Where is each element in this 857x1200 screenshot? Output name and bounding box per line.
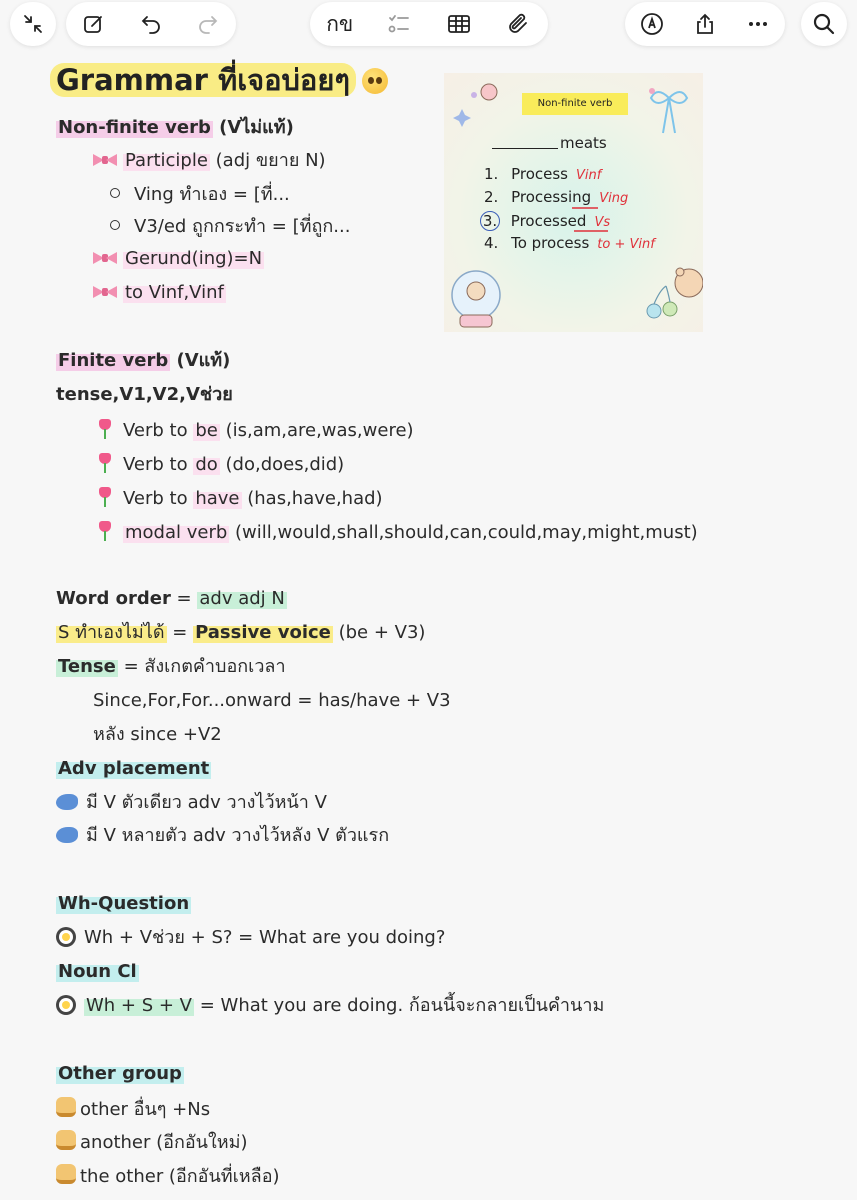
adv-many-v-line [56, 825, 389, 847]
attach-icon [506, 12, 530, 36]
verb-to-label: Verb to [123, 454, 194, 475]
tulip-icon [95, 452, 115, 474]
toolbar-format-group [310, 2, 548, 46]
verb-to-label: Verb to [123, 488, 194, 509]
participle-line [93, 150, 326, 172]
participle-text: Participle [125, 150, 208, 171]
attach-button[interactable] [498, 4, 538, 44]
noun-cl-heading-text: Noun Cl [58, 961, 137, 982]
verb-to-label: Verb to [123, 420, 194, 441]
adv-one-v-line [56, 792, 327, 814]
ving-text: Ving ทำเอง = [ที่... [134, 184, 290, 205]
other-item-1-text: other อื่นๆ +Ns [80, 1099, 211, 1120]
noun-cl-heading [56, 961, 139, 983]
option-note: Vs [594, 215, 611, 230]
since-line [93, 690, 451, 712]
other-item-2-text: another (อีกอันใหม่) [80, 1132, 248, 1153]
equals: = [170, 588, 198, 609]
nonfinite-heading-text: Non-finite verb [58, 117, 211, 138]
card-option-4 [484, 234, 655, 252]
checklist-icon [387, 12, 411, 36]
keyboard-language-label: กข [326, 11, 354, 36]
ribbon-icon [93, 250, 117, 266]
pancake-icon [56, 1097, 76, 1117]
tulip-icon [95, 418, 115, 440]
toolbar-left-group [10, 2, 56, 46]
markup-button[interactable] [632, 4, 672, 44]
option-text: Processed [510, 212, 587, 230]
wh-heading [56, 893, 191, 915]
passive-subject-text: S ทำเองไม่ได้ [58, 622, 165, 643]
more-button[interactable] [738, 4, 778, 44]
share-icon [693, 12, 717, 36]
card-option-2 [484, 188, 628, 206]
option-text: Processing [511, 188, 592, 206]
other-heading [56, 1063, 184, 1085]
ribbon-icon [93, 152, 117, 168]
bear-icon [675, 268, 703, 297]
ribbon-icon [93, 284, 117, 300]
other-item-1 [56, 1097, 210, 1121]
card-prompt: meats [560, 134, 607, 152]
option-number: 4. [484, 234, 499, 252]
passive-voice-text: Passive voice [195, 622, 331, 643]
tense-line-text: tense,V1,V2,Vช่วย [56, 384, 233, 405]
option-text: Process [511, 165, 568, 183]
gerund-line [93, 248, 264, 270]
compose-button[interactable] [74, 4, 114, 44]
wh-heading-text: Wh-Question [58, 893, 190, 914]
since-text: Since,For,For...onward = has/have + V3 [93, 690, 451, 711]
compose-icon [82, 12, 106, 36]
toolbar-right-group [625, 2, 785, 46]
noun-cl-line [56, 995, 604, 1017]
dolphin-icon [56, 827, 78, 843]
option-number-circled: 3. [480, 211, 500, 231]
option-number: 1. [484, 165, 499, 183]
tense-line [56, 384, 233, 406]
do-text: do [195, 454, 218, 475]
gerund-text: Gerund(ing)=N [125, 248, 263, 269]
wh-example-line [56, 927, 445, 949]
v3-text: V3/ed ถูกกระทำ = [ที่ถูก... [134, 216, 351, 237]
ving-line [110, 184, 290, 206]
collapse-icon [21, 12, 45, 36]
cupcake-icon [481, 84, 497, 100]
keyboard-language-button[interactable] [320, 4, 360, 44]
modal-text: modal verb [125, 522, 228, 543]
finite-heading-suffix: (Vแท้) [170, 350, 231, 371]
tulip-icon [95, 486, 115, 508]
v3-line [110, 216, 350, 238]
verb-to-have-line [95, 486, 383, 510]
after-since-line [93, 724, 222, 746]
blank-line [492, 148, 558, 149]
passive-line [56, 622, 425, 644]
dot-icon [649, 88, 655, 94]
noun-cl-formula: Wh + S + V [86, 995, 192, 1016]
ribbon-icon [651, 92, 687, 133]
participle-suffix: (adj ขยาย N) [209, 150, 326, 171]
option-note: Vinf [576, 168, 602, 183]
tense-rest: = สังเกตคำบอกเวลา [117, 656, 286, 677]
share-button[interactable] [685, 4, 725, 44]
embedded-image[interactable] [444, 73, 703, 332]
option-text: To process [511, 234, 590, 252]
toolbar-search-group [801, 2, 847, 46]
word-order-line [56, 588, 287, 610]
adv-one-v-text: มี V ตัวเดียว adv วางไว้หน้า V [86, 792, 327, 813]
card-option-1 [484, 165, 601, 183]
search-button[interactable] [804, 4, 844, 44]
noun-cl-rest: = What you are doing. ก้อนนี้จะกลายเป็นคำนาม [194, 995, 605, 1016]
frying-pan-icon [56, 927, 76, 947]
adv-heading [56, 758, 211, 780]
table-button[interactable] [439, 4, 479, 44]
more-icon [746, 12, 770, 36]
other-item-3 [56, 1164, 280, 1188]
tense-rule-line [56, 656, 286, 678]
finite-heading-text: Finite verb [58, 350, 169, 371]
undo-icon [139, 12, 163, 36]
word-order-label: Word order [56, 588, 171, 609]
nonfinite-heading-suffix: (Vไม่แท้) [212, 117, 294, 138]
redo-icon [196, 12, 220, 36]
option-note: Ving [599, 191, 629, 206]
tovinf-text: to Vinf,Vinf [125, 282, 224, 303]
have-list: (has,have,had) [241, 488, 383, 509]
option-number: 2. [484, 188, 499, 206]
cherries-icon [647, 286, 677, 318]
frying-pan-icon [56, 995, 76, 1015]
card-option-3 [484, 211, 610, 231]
have-text: have [195, 488, 240, 509]
tovinf-line [93, 282, 226, 304]
finite-heading [56, 350, 230, 372]
redo-button[interactable] [188, 4, 228, 44]
dot-icon [471, 92, 477, 98]
verb-to-do-line [95, 452, 344, 476]
nonfinite-heading [56, 117, 294, 139]
page-title [50, 60, 388, 100]
collapse-button[interactable] [13, 4, 53, 44]
wh-example-text: Wh + Vช่วย + S? = What are you doing? [84, 927, 446, 948]
other-item-2 [56, 1130, 248, 1154]
be-text: be [195, 420, 218, 441]
equals: = [166, 622, 194, 643]
pleading-face-icon [362, 68, 388, 94]
dolphin-icon [56, 794, 78, 810]
modal-verb-line [95, 520, 698, 544]
snow-globe-icon [452, 271, 500, 327]
search-icon [812, 12, 836, 36]
adv-heading-text: Adv placement [58, 758, 210, 779]
be-list: (is,am,are,was,were) [219, 420, 414, 441]
option-note: to + Vinf [597, 237, 655, 252]
page-title-text: Grammar ที่เจอบ่อยๆ [50, 63, 356, 97]
bullet-icon [110, 220, 120, 230]
passive-rest: (be + V3) [332, 622, 426, 643]
toolbar-history-group [66, 2, 236, 46]
tense-label: Tense [58, 656, 116, 677]
other-heading-text: Other group [58, 1063, 182, 1084]
do-list: (do,does,did) [219, 454, 345, 475]
tulip-icon [95, 520, 115, 542]
undo-button[interactable] [131, 4, 171, 44]
bullet-icon [110, 188, 120, 198]
markup-icon [640, 12, 664, 36]
word-order-value: adv adj N [199, 588, 285, 609]
card-title-tag: Non-finite verb [522, 93, 628, 115]
verb-to-be-line [95, 418, 414, 442]
table-icon [447, 12, 471, 36]
adv-many-v-text: มี V หลายตัว adv วางไว้หลัง V ตัวแรก [86, 825, 390, 846]
after-since-text: หลัง since +V2 [93, 724, 222, 745]
pancake-icon [56, 1130, 76, 1150]
checklist-button[interactable] [379, 4, 419, 44]
pancake-icon [56, 1164, 76, 1184]
sparkle-icon [453, 109, 471, 127]
other-item-3-text: the other (อีกอันที่เหลือ) [80, 1166, 280, 1187]
modal-list: (will,would,shall,should,can,could,may,might,must) [229, 522, 698, 543]
